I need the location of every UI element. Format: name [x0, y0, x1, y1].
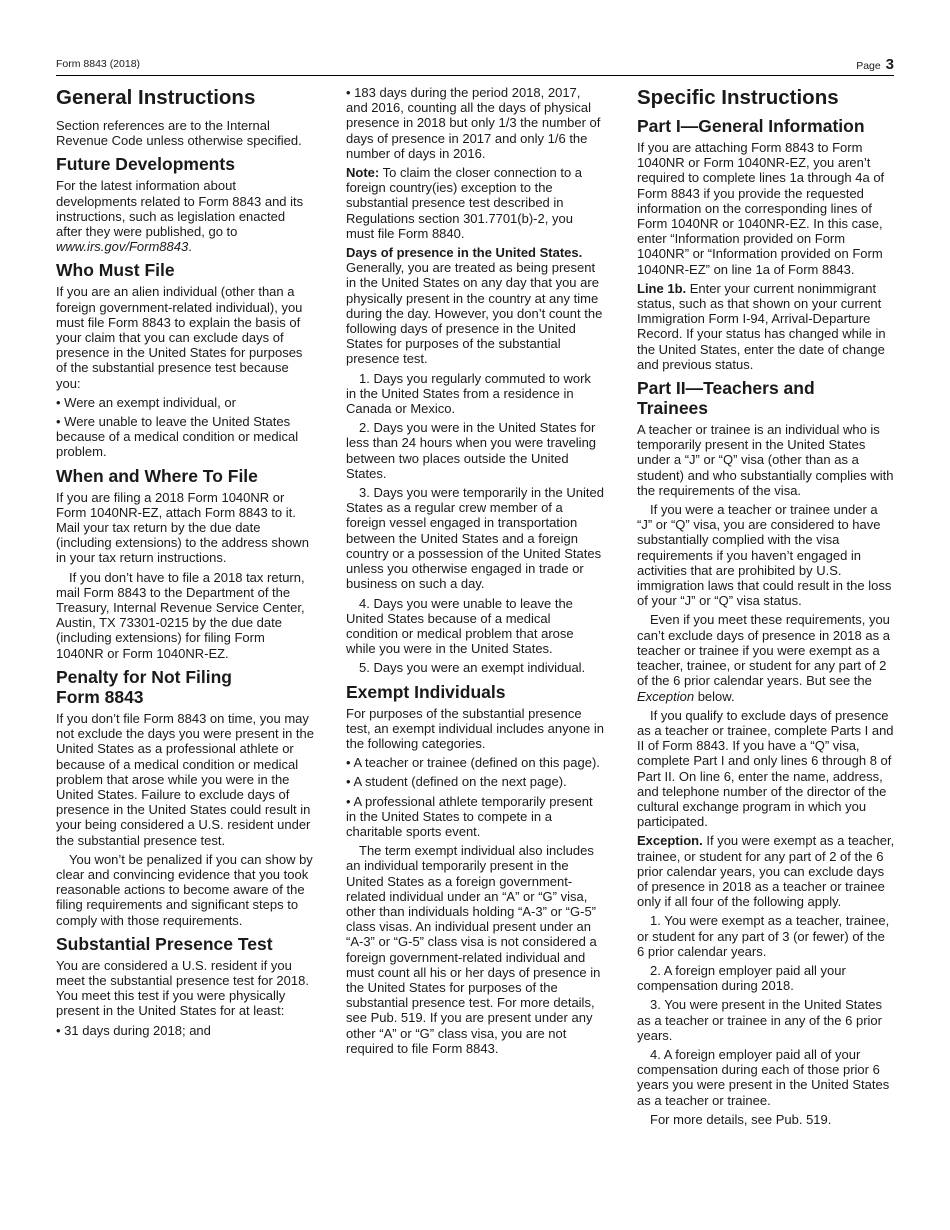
days-item-5: 5. Days you were an exempt individual.	[359, 660, 586, 676]
form-label: Form 8843 (2018)	[56, 58, 141, 70]
exempt-individuals-heading: Exempt Individuals	[346, 681, 506, 702]
general-instructions-heading: General Instructions	[56, 86, 256, 109]
line-1b-label: Line 1b.	[637, 280, 687, 296]
part-2-paragraph-3	[637, 612, 895, 703]
column-3	[637, 85, 895, 1131]
when-paragraph-2: If you don’t have to file a 2018 tax return, mail Form 8843 to the Department of the Treasury, Internal Revenue Service Center, Austin, TX 73301-0215 by the due date (including extensions) for filing Form 1040NR or Form 1040NR-EZ.	[56, 569, 305, 661]
part-2-paragraph-4: If you qualify to exclude days of presence as a teacher or trainee, complete Parts I and II of Form 8843. If you have a “Q” visa, complete Part I and only lines 6 through 8 of Part II. On line 6, enter the name, address, and telephone number of the director of the cultural exchange program in which you participated.	[637, 707, 894, 830]
note-text: To claim the closer connection to a foreign country(ies) exception to the substantial presence test described in Regulations section 301.7701(b)-2, you must file Form 8840.	[346, 165, 583, 241]
exempt-bullet-1: • A teacher or trainee (defined on this page).	[346, 755, 600, 771]
part-2-heading-line-1: Part II—Teachers and	[637, 378, 815, 399]
days-item-4: 4. Days you were unable to leave the United States because of a medical condition or medical problem that arose while you were in the United States.	[346, 595, 574, 657]
exception-text: If you were exempt as a teacher, trainee, or student for any part of 2 of the 6 prior calendar years, you can exclude days of presence in 2018 as a teacher or trainee only if all four of the following apply.	[637, 833, 895, 910]
exception-paragraph	[637, 833, 895, 909]
future-text: For the latest information about developments related to Form 8843 and its instructions, such as legislation enacted after they were published, go to	[56, 178, 304, 240]
penalty-paragraph-2: You won’t be penalized if you can show by clear and convincing evidence that you took reasonable actions to become aware of the filing requirements and significant steps to comply with those requirements.	[56, 851, 313, 928]
line-1b-paragraph	[637, 281, 895, 372]
penalty-heading-line-1: Penalty for Not Filing	[56, 666, 232, 687]
exempt-paragraph-2: The term exempt individual also includes an individual temporarily present in the United States as a foreign government-related individual under an “A” or “G” visa, other than individuals holding “A-3” or “G-5” class visas. An individual present under an “A-3” or “G-5” class visa is not considered a foreign government-related individual and must count all his or her days of presence in the United States for purposes of the substantial presence test. For more details, see Pub. 519. If you are present under any other “A” or “G” class visa, you are not required to file Form 8843.	[346, 843, 601, 1056]
future-paragraph: For the latest information about developments related to Form 8843 and its instructions, such as legislation enacted after they were published, go to www.irs.gov/Form8843.	[56, 178, 304, 255]
column-1	[56, 85, 314, 1042]
exception-reference: Exception	[637, 688, 695, 704]
part-2-paragraph-2: If you were a teacher or trainee under a “J” or “Q” visa, you are considered to have substantially complied with the visa requirements if you haven’t engaged in activities that are prohibited by U.S. immigration laws that could result in the loss of your “J” or “Q” visa status.	[637, 502, 892, 609]
days-presence-label: Days of presence in the United States.	[346, 245, 583, 261]
exception-item-3: 3. You were present in the United States as a teacher or trainee in any of the 6 prior years.	[637, 997, 882, 1043]
future-developments-heading: Future Developments	[56, 154, 235, 175]
page-indicator	[856, 56, 894, 73]
penalty-heading	[56, 667, 314, 707]
days-presence-text: Generally, you are treated as being present in the United States on any day that you are physically present in the country at any time during the day. However, you don’t count the following days of presence in the United States for purposes of the substantial presence test.	[346, 260, 603, 367]
column-2	[346, 85, 604, 1060]
substantial-presence-heading: Substantial Presence Test	[56, 933, 273, 954]
header-rule	[56, 75, 894, 76]
page-number: 3	[885, 56, 894, 73]
when-where-heading: When and Where To File	[56, 465, 258, 486]
part-1-paragraph: If you are attaching Form 8843 to Form 1040NR or Form 1040NR-EZ, you aren’t required to complete lines 1a through 4a of Form 8843 if you provide the requested information on the corresponding lines of Form 1040NR or 1040NR-EZ. In this case, enter “Information provided on Form 1040NR” or “Information provided on Form 1040NR-EZ” on line 1a of Form 8843.	[637, 140, 885, 277]
irs-link[interactable]: www.irs.gov/Form8843	[56, 239, 189, 255]
note-paragraph	[346, 165, 604, 241]
spt-bullet-2: • 183 days during the period 2018, 2017, and 2016, counting all the days of physical presence in 2018 but only 1/3 the number of days of presence in 2017 and only 1/6 the number of days in 2016.	[346, 85, 601, 161]
part-2-p3-end: below.	[694, 688, 735, 704]
part-2-paragraph-1: A teacher or trainee is an individual who is temporarily present in the United States under a “J” or “Q” visa (other than as a student) and who substantially complies with the requirements of the visa.	[637, 422, 894, 498]
days-item-2: 2. Days you were in the United States for less than 24 hours when you were traveling between two places outside the United States.	[346, 420, 597, 481]
part-2-heading	[637, 378, 895, 418]
when-paragraph-1: If you are filing a 2018 Form 1040NR or Form 1040NR-EZ, attach Form 8843 to it. Mail your tax return by the due date (including extensions) to the address shown in your tax return instructions.	[56, 489, 309, 566]
penalty-paragraph-1: If you don’t file Form 8843 on time, you may not exclude the days you were present in the United States as a professional athlete or because of a medical condition or medical problem that arose while you were in the United States. Failure to exclude days of presence in the United States could result in your being considered a U.S. resident under the substantial presence test.	[56, 710, 314, 848]
days-item-3: 3. Days you were temporarily in the United States as a regular crew member of a foreign vessel engaged in transportation between the United States and a foreign country or a possession of the United States unless you otherwise engaged in trade or business on such a day.	[346, 485, 604, 592]
exempt-paragraph-1: For purposes of the substantial presence test, an exempt individual includes anyone in the following categories.	[346, 705, 604, 751]
exempt-bullet-3: • A professional athlete temporarily present in the United States to compete in a charitable sports event.	[346, 793, 593, 839]
who-bullet-2: • Were unable to leave the United States because of a medical condition or medical problem.	[56, 414, 299, 460]
general-paragraph: Section references are to the Internal Revenue Code unless otherwise specified.	[56, 118, 302, 149]
who-paragraph: If you are an alien individual (other than a foreign government-related individual), you must file Form 8843 to explain the basis of your claim that you can exclude days of presence in the United States for purposes of the substantial presence test because you:	[56, 284, 303, 391]
penalty-heading-line-2: Form 8843	[56, 686, 144, 707]
exception-item-4: 4. A foreign employer paid all of your compensation during each of those prior 6 years you were present in the United States as a teacher or trainee.	[637, 1046, 890, 1108]
exception-item-1: 1. You were exempt as a teacher, trainee, or student for any part of 3 (or fewer) of the 6 prior calendar years.	[637, 913, 890, 959]
more-details: For more details, see Pub. 519.	[650, 1111, 832, 1127]
part-1-heading: Part I—General Information	[637, 116, 865, 136]
specific-instructions-heading: Specific Instructions	[637, 86, 839, 109]
part-2-p3-text: Even if you meet these requirements, you can’t exclude days of presence in 2018 as a teacher or trainee if you were exempt as a teacher, trainee, or student for any part of 2 of the 6 prior calendar years. But see the	[637, 612, 890, 689]
days-item-1: 1. Days you regularly commuted to work in the United States from a residence in Canada or Mexico.	[346, 370, 591, 417]
part-2-heading-line-2: Trainees	[637, 398, 709, 419]
who-must-file-heading: Who Must File	[56, 260, 175, 281]
days-presence-paragraph	[346, 245, 604, 367]
exempt-bullet-2: • A student (defined on the next page).	[346, 774, 567, 790]
exception-item-2: 2. A foreign employer paid all your compensation during 2018.	[637, 962, 846, 994]
page-label: Page	[856, 60, 881, 72]
who-bullet-1: • Were an exempt individual, or	[56, 394, 236, 410]
spt-bullet-1: • 31 days during 2018; and	[56, 1022, 211, 1038]
note-label: Note:	[346, 165, 380, 181]
exception-label: Exception.	[637, 833, 703, 849]
spt-paragraph: You are considered a U.S. resident if you meet the substantial presence test for 2018. You meet this test if you were physically present in the United States for at least:	[56, 957, 309, 1019]
line-1b-text: Enter your current nonimmigrant status, such as that shown on your current Immigration Form I-94, Arrival-Departure Record. If your status has changed while in the United States, enter the date of change and previous status.	[637, 280, 886, 372]
page-header	[56, 56, 894, 74]
